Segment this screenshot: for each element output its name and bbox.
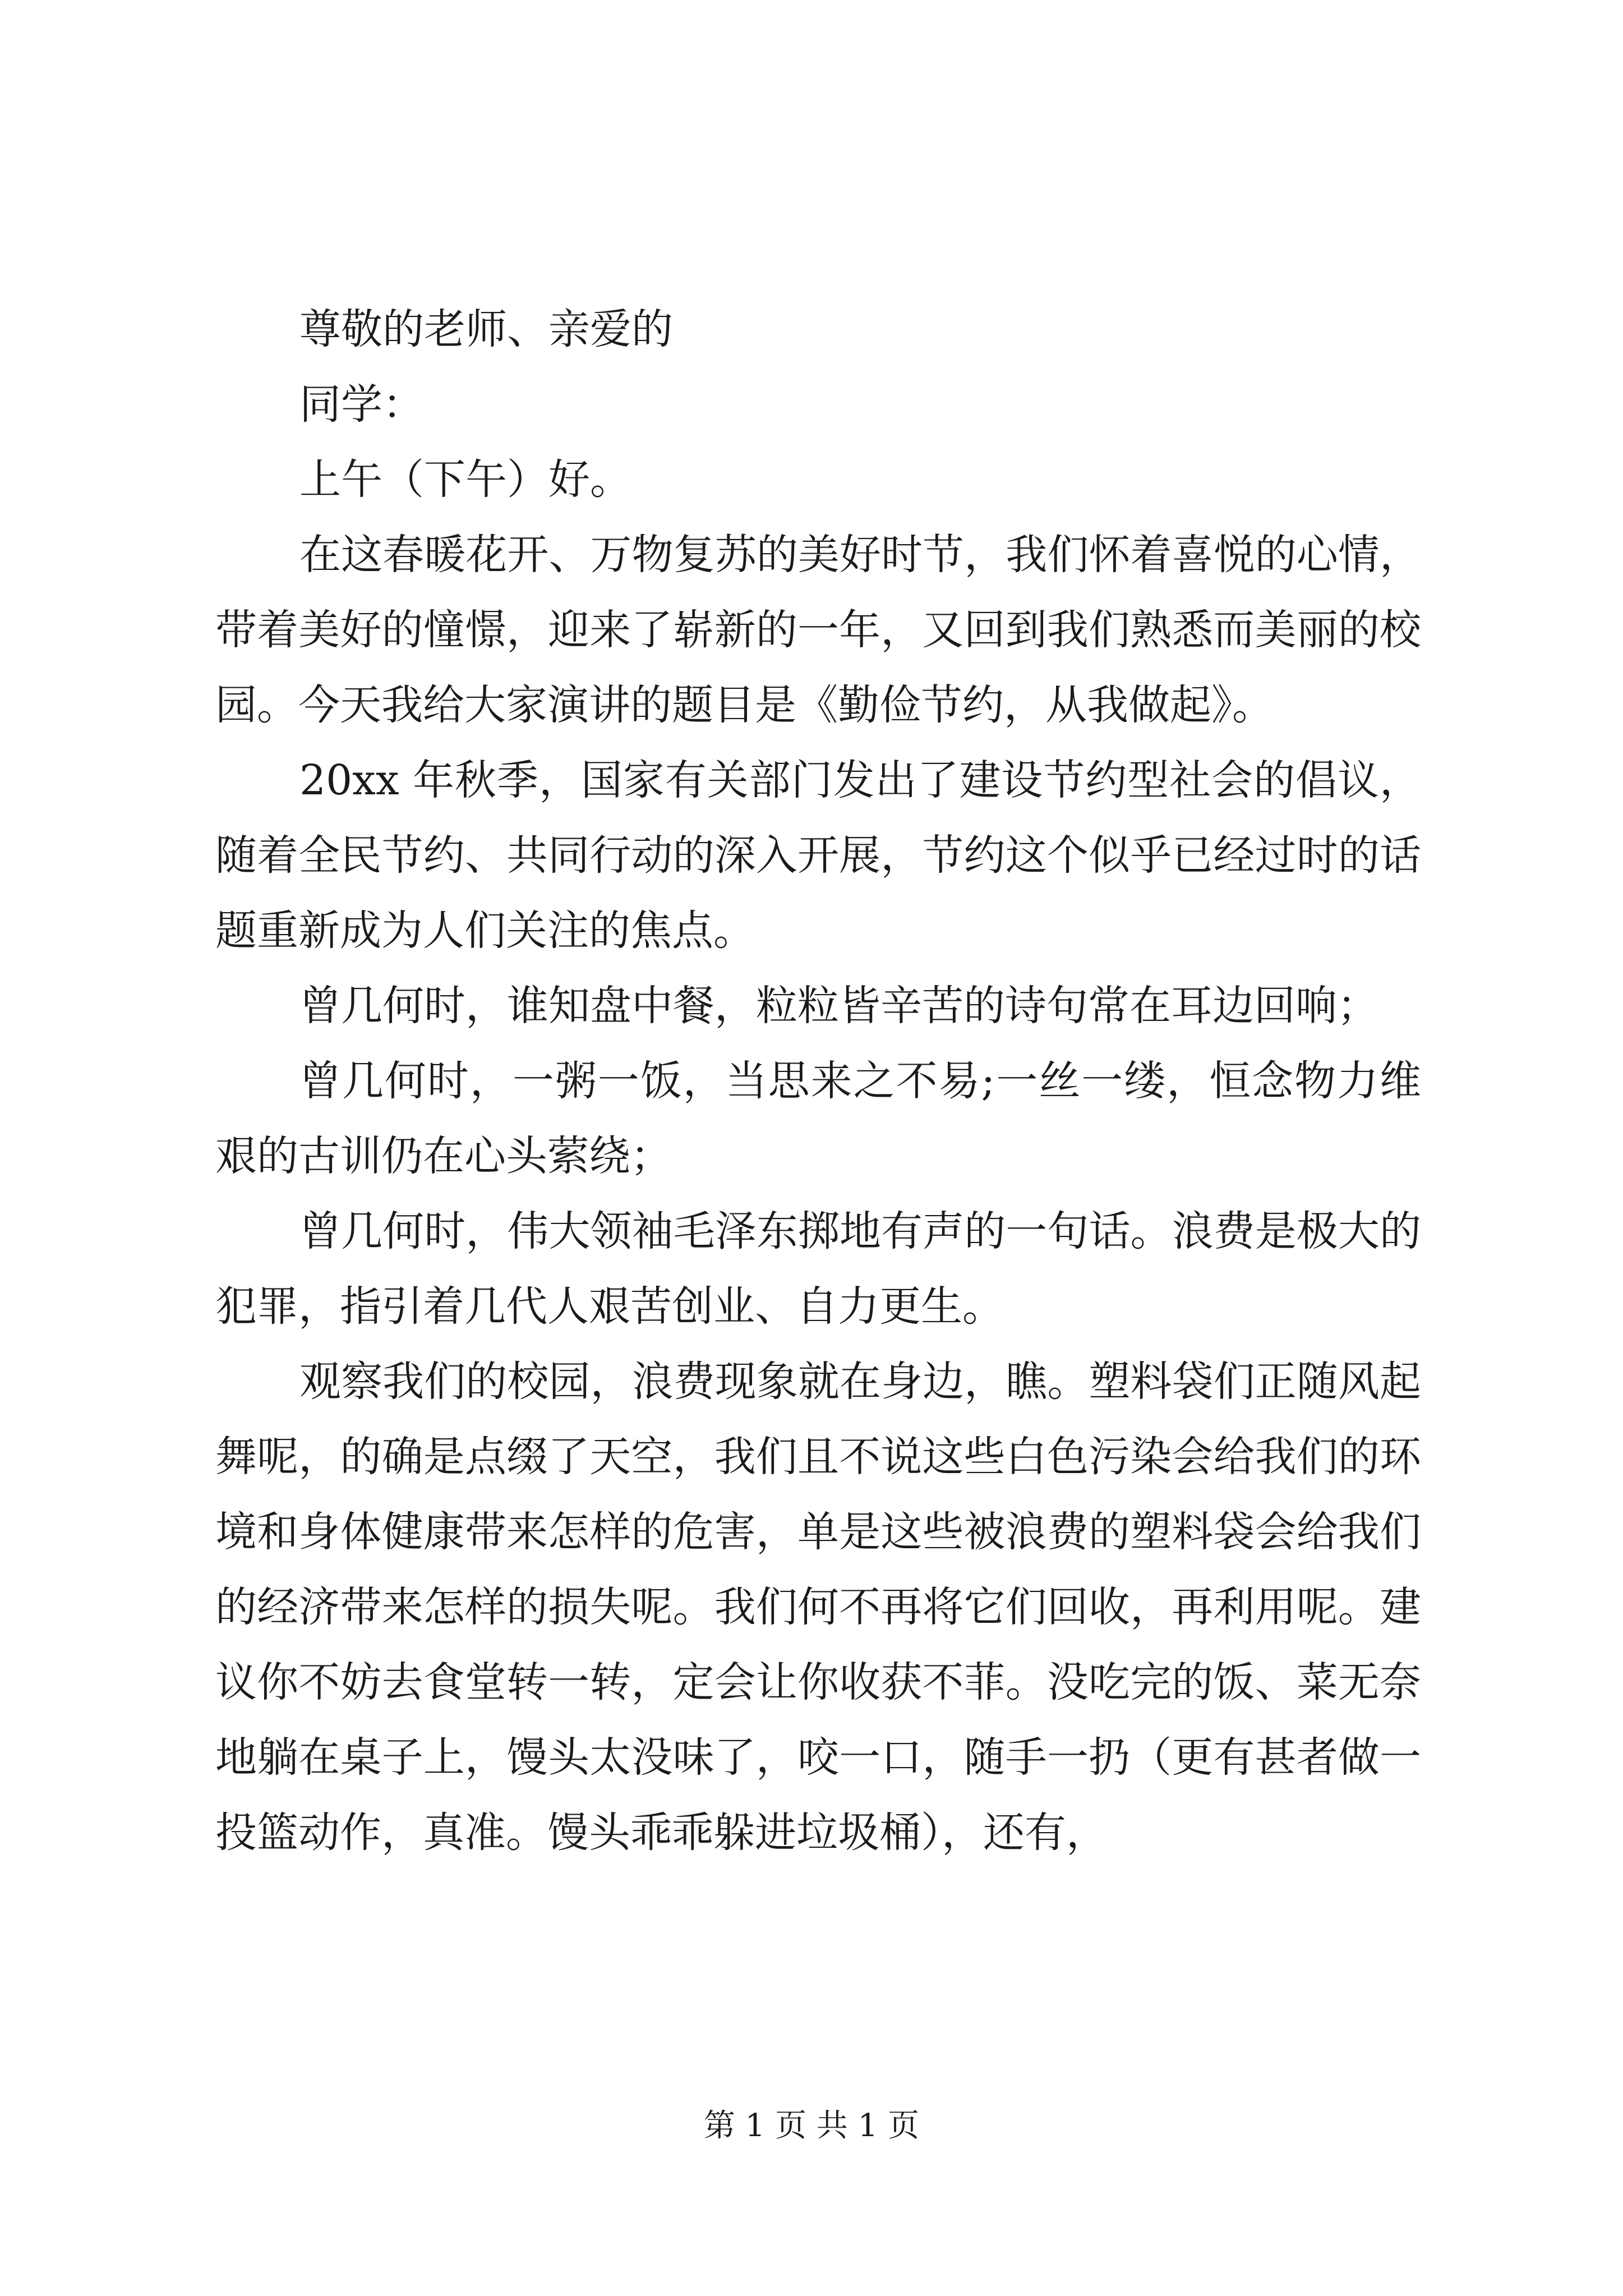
paragraph-poem: 曾几何时，谁知盘中餐，粒粒皆辛苦的诗句常在耳边回响； [299, 982, 1378, 1030]
paragraph-observation: 观察我们的校园，浪费现象就在身边，瞧。塑料袋们正随风起舞呢，的确是点缀了天空，我们且不说这些白色污染会给我们的环境和身体健康带来怎样的危害，单是这些被浪费的塑料袋会给我们的经济带来怎样的损失呢。我们何不再将它们回收，再利用呢。建议你不妨去食堂转一转，定会让你收获不菲。没吃完的饭、菜无奈地躺在桌子上，馒头太没味了，咬一口，随手一扔（更有甚者做一投篮动作，真准。馒头乖乖躲进垃圾桶），还有， [215, 1358, 1421, 1857]
document-body [215, 292, 1421, 1870]
paragraph-salutation-cont: 同学： [299, 380, 424, 429]
paragraph-background: 20xx 年秋季，国家有关部门发出了建设节约型社会的倡议，随着全民节约、共同行动的深入开展，节约这个似乎已经过时的话题重新成为人们关注的焦点。 [215, 756, 1421, 955]
paragraph-proverb: 曾几何时，一粥一饭，当思来之不易;一丝一缕，恒念物力维艰的古训仍在心头萦绕； [215, 1057, 1421, 1180]
paragraph-quote: 曾几何时，伟大领袖毛泽东掷地有声的一句话。浪费是极大的犯罪，指引着几代人艰苦创业、自力更生。 [215, 1207, 1421, 1331]
paragraph-greeting: 上午（下午）好。 [299, 455, 631, 504]
paragraph-intro: 在这春暖花开、万物复苏的美好时节，我们怀着喜悦的心情，带着美好的憧憬，迎来了崭新的一年，又回到我们熟悉而美丽的校园。今天我给大家演讲的题目是《勤俭节约，从我做起》。 [215, 531, 1421, 729]
page-footer: 第 1 页 共 1 页 [703, 2108, 920, 2144]
paragraph-salutation: 尊敬的老师、亲爱的 [299, 305, 673, 353]
